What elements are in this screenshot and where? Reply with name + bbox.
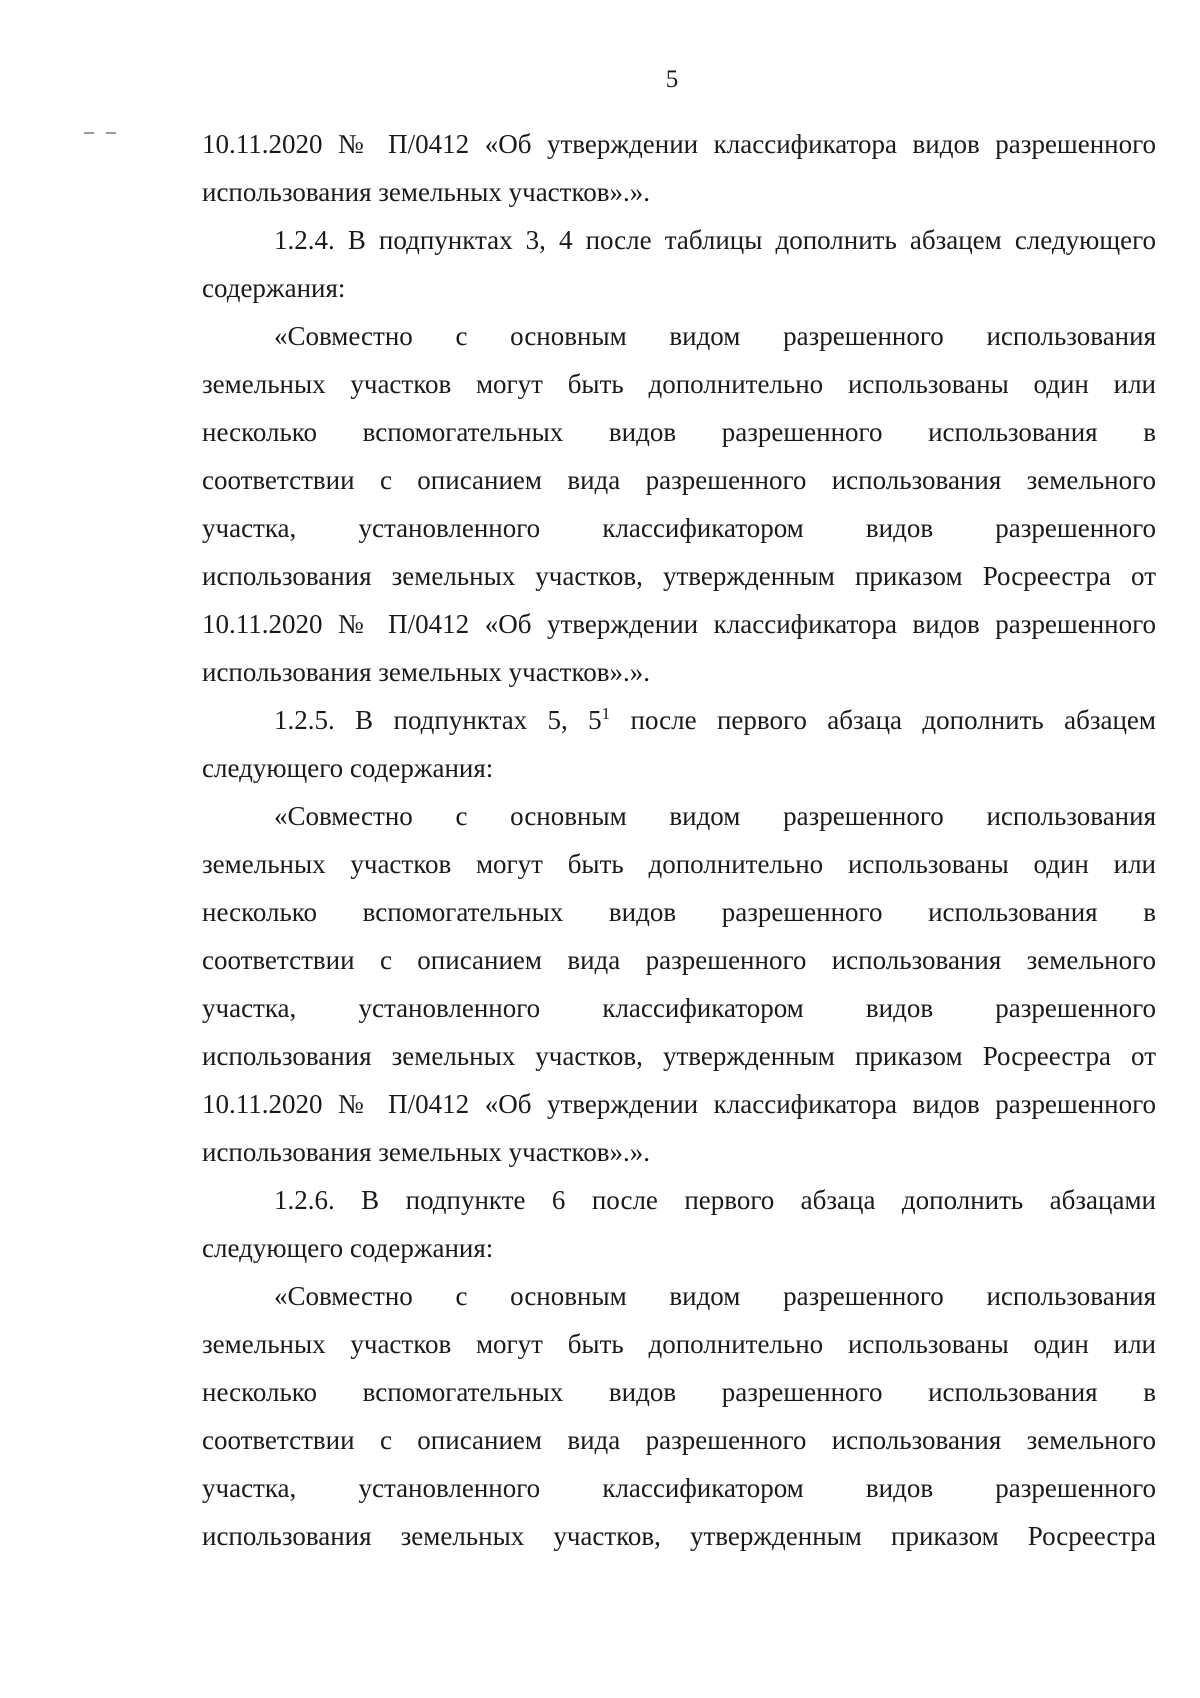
clause-1-2-5-heading — [274, 700, 1156, 740]
clause-1-2-5-tail: после первого абзаца дополнить абзацем — [610, 705, 1156, 735]
quote-line: земельных участков могут быть дополнительно использованы один или — [202, 849, 1156, 879]
text-line: 10.11.2020 № П/0412 «Об утверждении классификатора видов разрешенного — [202, 129, 1156, 159]
text-line: использования земельных участков».». — [202, 177, 650, 207]
dash-mark — [84, 132, 94, 134]
quote-line: участка, установленного классификатором видов разрешенного — [202, 993, 1156, 1023]
quote-line: «Совместно с основным видом разрешенного использования — [274, 321, 1156, 351]
quote-line: «Совместно с основным видом разрешенного использования — [274, 1281, 1156, 1311]
quote-line: земельных участков могут быть дополнительно использованы один или — [202, 369, 1156, 399]
quote-line: использования земельных участков».». — [202, 1137, 650, 1167]
quote-line: «Совместно с основным видом разрешенного использования — [274, 801, 1156, 831]
dash-mark — [106, 132, 116, 134]
quote-line: использования земельных участков, утвержденным приказом Росреестра от — [202, 561, 1156, 591]
quote-line: несколько вспомогательных видов разрешенного использования в — [202, 417, 1156, 447]
text-line: содержания: — [202, 273, 346, 303]
quote-line: несколько вспомогательных видов разрешенного использования в — [202, 1377, 1156, 1407]
clause-1-2-6-heading: 1.2.6. В подпункте 6 после первого абзаца дополнить абзацами — [274, 1185, 1156, 1215]
clause-1-2-5-text: 1.2.5. В подпунктах 5, 5 — [274, 705, 602, 735]
margin-dash-mark — [84, 132, 120, 138]
quote-line: участка, установленного классификатором видов разрешенного — [202, 513, 1156, 543]
text-line: следующего содержания: — [202, 1233, 494, 1263]
quote-line: использования земельных участков, утвержденным приказом Росреестра от — [202, 1041, 1156, 1071]
quote-line: 10.11.2020 № П/0412 «Об утверждении классификатора видов разрешенного — [202, 609, 1156, 639]
superscript-1: 1 — [601, 704, 611, 723]
quote-line: использования земельных участков».». — [202, 657, 650, 687]
quote-line: соответствии с описанием вида разрешенного использования земельного — [202, 945, 1156, 975]
page-number: 5 — [665, 66, 679, 93]
clause-1-2-4-heading: 1.2.4. В подпунктах 3, 4 после таблицы дополнить абзацем следующего — [274, 225, 1156, 255]
quote-line: несколько вспомогательных видов разрешенного использования в — [202, 897, 1156, 927]
quote-line: использования земельных участков, утвержденным приказом Росреестра — [202, 1521, 1156, 1551]
quote-line: земельных участков могут быть дополнительно использованы один или — [202, 1329, 1156, 1359]
text-line: следующего содержания: — [202, 753, 494, 783]
quote-line: 10.11.2020 № П/0412 «Об утверждении классификатора видов разрешенного — [202, 1089, 1156, 1119]
quote-line: участка, установленного классификатором видов разрешенного — [202, 1473, 1156, 1503]
quote-line: соответствии с описанием вида разрешенного использования земельного — [202, 465, 1156, 495]
quote-line: соответствии с описанием вида разрешенного использования земельного — [202, 1425, 1156, 1455]
